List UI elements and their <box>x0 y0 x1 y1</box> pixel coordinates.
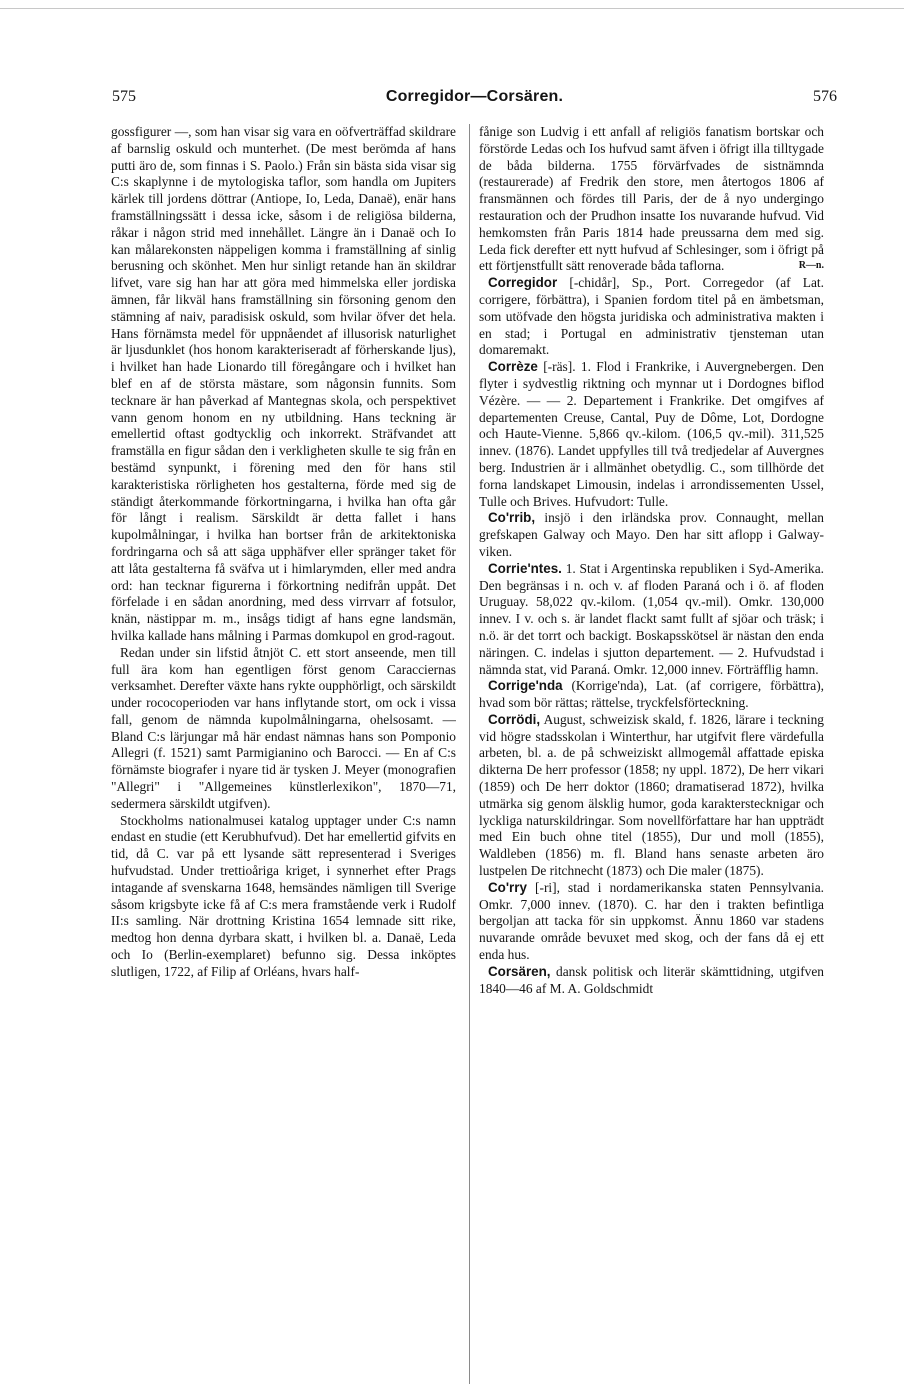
entry-text: insjö i den irländska prov. Connaught, mellan grefskapen Galway och Mayo. Den har sitt aflopp i Galway-viken. <box>479 510 824 559</box>
right-column <box>479 124 824 1386</box>
entry-headword: Corrie'ntes. <box>488 560 562 576</box>
entry-text: [-ri], stad i nordamerikanska staten Pennsylvania. Omkr. 7,000 innev. (1870). C. har den i trakten befintliga bergoljan att tacka för sin uppkomst. Ännu 1860 var stadens nuvarande område bevuxet med skog, och der fans då ej ett enda hus. <box>479 879 824 963</box>
entry-corregidor <box>479 275 824 359</box>
page-header <box>112 88 837 110</box>
entry-headword: Co'rrib, <box>488 510 536 526</box>
entry-corry <box>479 880 824 964</box>
page-number-right: 576 <box>813 88 837 105</box>
paragraph: gossfigurer —, som han visar sig vara en oöfverträffad skildrare af barnslig oskuld och munterhet. (De mest berömda af hans putti äro de, som finnas i S. Paolo.) Från sin bästa sida visar sig C:s skaplynne i de mytologiska taflor, som handla om Jupiters kärlek till jordens döttrar (Antiope, Io, Leda, Danaë), enär hans framställningssätt i dessa icke, såsom i de religiösa bilderna, råkar i någon strid med innehållet. Längre än i Danaë och Io kan målarekonsten näppeligen komma i framställning af sinlig berusning och skönhet. Men hur sinligt retande han än skildrar lifvet, vare sig han har att göra med himmelska eller jordiska ämnen, får likväl hans framställning sin försoning genom den stämning af naiv, paradisisk oskuld, som hvilar öfver det hela. Hans förnämsta medel för uppnåendet af illusorisk naturlighet är ljusdunklet (hos honom karakteriseradt af förherskande ljus), i hvilket han hade Lionardo till föregångare och i hvilket han blef en af de största mästare, som någonsin funnits. Som tecknare är han påverkad af Mantegnas skola, och perspektivet vann genom honom en ny utbildning. Hans teckning är emellertid oftast godtycklig och inkorrekt. Sträfvandet att framställa en figur sådan den i verkligheten skulle te sig från en bestämd synpunkt, i förening med den för hans stil karakteristiska rörligheten hos gestalterna, förde med sig de ständigt återkommande förkortningarna, i hvilka han ofta går för långt i realism. Särskildt är detta fallet i hans kupolmålningar, i hvilka han bortser från de arkitektoniska fordringarna och så att säga upphäfver eller spränger taket för att låta gestalterna få sväfva ut i himlarymden, eller med andra ord: han tecknar figurerna i förkortning nedifrån uppåt. Det förfelade i en sådan anordning, med dess virrvarr af fotsulor, knän, nästippar m. m., insågs tidigt af hans egne landsmän, hvilka kallade hans målning i Parmas domkupol en grod-ragout. <box>111 124 456 643</box>
paragraph: Stockholms nationalmusei katalog upptager under C:s namn endast en studie (ett Kerubhufvud). Det har emellertid gifvits en tid, då C. var på ett lysande sätt representerad i Sveriges hufvudstad. Under trettioåriga kriget, i synnerhet efter Prags intagande af svenskarna 1648, hemsändes nämligen till Sverige såsom krigsbyte icke få af C:s mera framstående verk i Rudolf II:s samling. När drottning Kristina 1654 lemnade sitt rike, medtog hon denna dyrbara skatt, i hvilken bl. a. Danaë, Leda och Io (Berlin-exemplaret) befunno sig. Dessa inköptes slutligen, 1722, af Filip af Orléans, hvars half- <box>111 812 456 979</box>
entry-corrib <box>479 510 824 560</box>
paragraph-text: fånige son Ludvig i ett anfall af religiös fanatism bortskar och förstörde Ledas och Ios hufvud samt äfven i öfrigt illa tilltygade de båda bilderna. 1755 förvärfvades de sistnämnda (restaurerade) af Fredrik den store, men återtogos 1806 af fransmännen och fördes till Paris, der de å nyo undergingo restauration och der Prudhon insatte Ios nuvarande hufvud. Vid hemkomsten från Paris 1814 hade preussarna dem med sig. Leda fick derefter ett nytt hufvud af Schlesinger, som i öfrigt på ett förtjenstfullt sätt renoverade båda taflorna. <box>479 124 824 274</box>
entry-headword: Corregidor <box>488 275 558 291</box>
entry-headword: Co'rry <box>488 879 527 895</box>
entry-corrigenda <box>479 678 824 712</box>
top-rule <box>0 8 904 9</box>
entry-corsaren <box>479 964 824 998</box>
entry-headword: Corsären, <box>488 963 551 979</box>
running-title: Corregidor—Corsären. <box>385 88 564 105</box>
entry-text: August, schweizisk skald, f. 1826, lärare i teckning vid högre stadsskolan i Winterthur, har utgifvit flere värdefulla arbeten, bl. a. de på schweiziskt allmogemål affattade episka dikterna De herr professor (1858; ny uppl. 1872), De herr vikari (1859) och De herr doktor (1860; dramatiserad 1872), hvilka utmärka sig genom älsklig humor, goda karakterstecknigar och lyckliga naturskildringar. Som novellförfattare har han uppträdt med Ein buch ohne titel (1855), Dur und moll (1855), Waldleben (1856) m. fl. Bland hans senaste arbeten äro lustpelen De ritchnecht (1873) och Die maler (1875). <box>479 711 824 879</box>
entry-headword: Corrödi, <box>488 711 541 727</box>
entry-text: [-räs]. 1. Flod i Frankrike, i Auvergnebergen. Den flyter i sydvestlig riktning och mynnar ut i Dordognes biflod Vézère. — — 2. Departement i Frankrike. Det omgifves af departementen Creuse, Cantal, Puy de Dôme, Lot, Dordogne och Haute-Vienne. 5,866 qv.-kilom. (106,5 qv.-mil). 311,525 innev. (1876). Landet uppfylles till två tredjedelar af Auvergnes berg. Industrien är i allmänhet obetydlig. C., som tillhörde det forna landskapet Limousin, indelas i arrondissementen Ussel, Tulle och Brives. Hufvudort: Tulle. <box>479 359 824 509</box>
entry-headword: Corrèze <box>488 359 538 375</box>
author-signature: R—n. <box>798 260 824 272</box>
paragraph: Redan under sin lifstid åtnjöt C. ett stort anseende, men till full ära kom han egentligen först genom Caracciernas verksamhet. Derefter växte hans rykte oupphörligt, och särskildt under rococoperioden var hans inflytande stort, om ock i vissa fall, genom de nämnda kupolmålningarna, ohelsosamt. — Bland C:s lärjungar må här endast nämnas hans son Pomponio Allegri (f. 1521) samt Parmigianino och Barocci. — En af C:s förnämste biografer i nyare tid är tysken J. Meyer (monografien "Allegri" i "Allgemeines künstlerlexikon", 1870—71, sedermera särskildt utgifven). <box>111 644 456 811</box>
column-divider <box>469 124 470 1384</box>
left-column <box>111 124 456 1386</box>
entry-text: dansk politisk och literär skämttidning, utgifven 1840—46 af M. A. Goldschmidt <box>479 963 824 996</box>
entry-text: 1. Stat i Argentinska republiken i Syd-Amerika. Den begränsas i n. och v. af floden Paraná och i ö. af floden Uruguay. 58,022 qv.-kilom. (1,054 qv.-mil). Omkr. 130,000 innev. I v. och s. är landet flackt samt fullt af sjöar och träsk; i n.ö. är det torrt och backigt. Boskapsskötsel är nästan den enda näringen. C. indelas i sjutton departement. — 2. Hufvudstad i nämnda stat, vid Paraná. Omkr. 12,000 innev. Förträfflig hamn. <box>479 560 824 677</box>
entry-text: [-chidår], Sp., Port. Corregedor (af Lat. corrigere, förbättra), i Spanien fordom titel på en ämbetsman, som utöfvade den högsta juridiska och administrativa makten i en stad; i Portugal en administrativ tjensteman utan domaremakt. <box>479 275 824 358</box>
entry-correze <box>479 359 824 510</box>
page-number-left: 575 <box>112 88 136 105</box>
entry-corrientes <box>479 561 824 679</box>
entry-text: (Korrige'nda), Lat. (af corrigere, förbättra), hvad som bör rättas; rättelse, tryckfelsförteckning. <box>479 678 824 711</box>
entry-headword: Corrige'nda <box>488 678 563 694</box>
entry-corrodi <box>479 712 824 880</box>
paragraph <box>479 124 824 275</box>
